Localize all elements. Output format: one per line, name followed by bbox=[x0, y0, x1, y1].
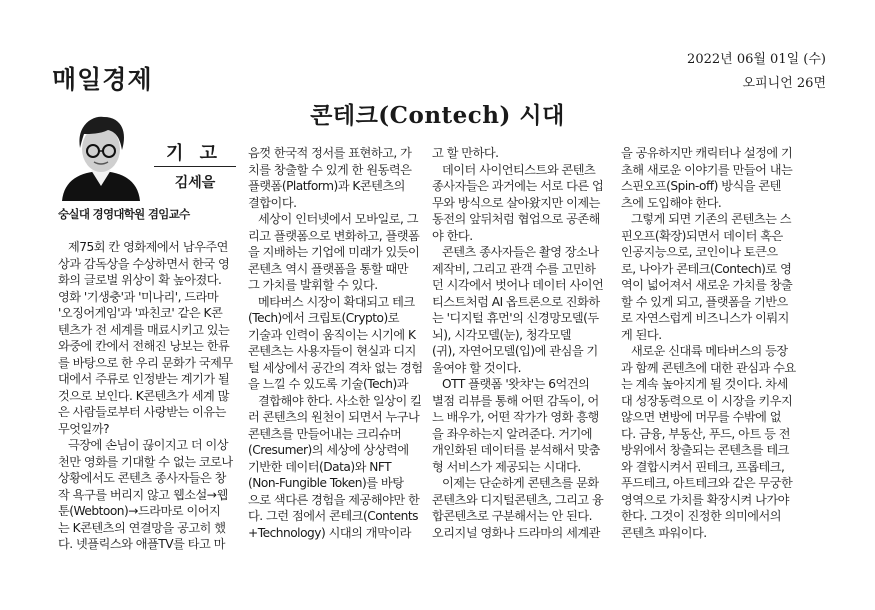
article-line: 화의 글로벌 위상이 확 높아졌다. bbox=[58, 273, 222, 287]
article-line: 티스트처럼 AI 옵트론으로 진화하 bbox=[432, 294, 600, 309]
article-line: 다. 넷플릭스와 애플TV를 타고 마 bbox=[58, 537, 225, 551]
article-line: 을 지배하는 기업에 미래가 있듯이 bbox=[248, 245, 420, 259]
article-line: 콘텐츠는 사용자들이 현실과 디지 bbox=[248, 344, 416, 358]
article-line: (Tech)에서 크립토(Crypto)로 bbox=[248, 311, 400, 325]
article-line: 텐츠가 전 세계를 매료시키고 있는 bbox=[58, 322, 230, 337]
article-line: (Cresumer)의 세상에 상상력에 bbox=[248, 443, 409, 457]
article-line: 와중에 칸에서 전해진 낭보는 한류 bbox=[58, 339, 230, 353]
publication-date: 2022년 06월 01일 (수) bbox=[687, 52, 826, 67]
article-line: 털 세상에서 공간의 격차 없는 경험 bbox=[248, 360, 423, 375]
article-line: 러 콘텐츠의 원천이 되면서 누구나 bbox=[248, 410, 420, 424]
article-line: 영화 '기생충'과 '미나리', 드라마 bbox=[58, 289, 219, 304]
article-line: 는 K콘텐츠의 연결망을 공고히 했 bbox=[58, 520, 226, 535]
article-line: 무엇일까? bbox=[58, 421, 110, 436]
article-line: 는 계속 높아지게 될 것이다. 차세 bbox=[621, 377, 788, 391]
article-line: 상황에서도 콘텐츠 종사자들은 창 bbox=[58, 471, 226, 485]
article-line: 상과 감독상을 수상하면서 한국 영 bbox=[58, 256, 230, 271]
article-line: 플랫폼(Platform)과 K콘텐츠의 bbox=[248, 179, 405, 193]
section-label: 기 고 bbox=[165, 143, 223, 164]
article-line: 극장에 손님이 끊이지고 더 이상 bbox=[68, 438, 229, 452]
article-line: 으로 색다른 경험을 제공해야만 한 bbox=[248, 492, 420, 507]
article-line: 인공지능으로, 코인이나 토큰으 bbox=[621, 245, 778, 259]
article-headline: 콘테크(Contech) 시대 bbox=[310, 102, 565, 129]
article-line: 다. 금융, 부동산, 푸드, 아트 등 전 bbox=[621, 426, 791, 441]
article-line: 그렇게 되면 기존의 콘텐츠는 스 bbox=[631, 212, 792, 226]
article-line: 로 자연스럽게 비즈니스가 이뤄지 bbox=[621, 311, 789, 325]
article-line: 을 공유하지만 캐릭터나 설정에 기 bbox=[621, 146, 793, 160]
article-line: 한다. 그것이 진정한 의미에서의 bbox=[621, 509, 782, 523]
author-affiliation: 숭실대 경영대학원 겸임교수 bbox=[58, 207, 190, 221]
article-line: 고 할 만하다. bbox=[432, 146, 499, 160]
article-line: 방위에서 창출되는 콘텐츠를 테크 bbox=[621, 443, 789, 457]
article-line: '오징어게임'과 '파친코' 같은 K콘 bbox=[58, 306, 223, 320]
article-line: 것으로 보인다. K콘텐츠가 세계 많 bbox=[58, 388, 229, 403]
article-line: 은 사람들로부터 사랑받는 이유는 bbox=[58, 405, 226, 419]
article-line: 대 성장동력으로 이 시장을 키우지 bbox=[621, 393, 793, 408]
article-line: 로, 나아가 콘테크(Contech)로 영 bbox=[621, 261, 792, 276]
article-line: 는 '디지털 휴먼'의 신경망모델(두 bbox=[432, 311, 599, 325]
article-line: 제75회 칸 영화제에서 남우주연 bbox=[68, 240, 228, 254]
page-reference: 오피니언 26면 bbox=[742, 76, 826, 91]
article-line: 새로운 신대륙 메타버스의 등장 bbox=[631, 344, 788, 358]
article-line: 뇌), 시각모델(눈), 청각모델 bbox=[432, 327, 571, 342]
article-line: 그 가치를 발휘할 수 있다. bbox=[248, 278, 378, 292]
article-line: 음껏 한국적 정서를 표현하고, 가 bbox=[248, 146, 412, 160]
article-line: 다. 그런 점에서 콘테크(Contents bbox=[248, 509, 419, 523]
article-line: 푸드테크, 아트테크와 같은 무궁한 bbox=[621, 476, 793, 490]
article-line: 데이터 사이언티스트와 콘텐츠 bbox=[442, 162, 596, 177]
article-line: 야 한다. bbox=[432, 228, 473, 243]
article-line: 를 바탕으로 한 우리 문화가 국제무 bbox=[58, 355, 233, 370]
article-line: 않으면 변방에 머무를 수밖에 없 bbox=[621, 410, 782, 424]
article-line: 던 시각에서 벗어나 데이터 사이언 bbox=[432, 278, 604, 292]
article-line: 결합이다. bbox=[248, 195, 297, 210]
article-line: 메타버스 시장이 확대되고 테크 bbox=[258, 294, 415, 309]
article-line: 리고 플랫폼으로 변화하고, 플랫폼 bbox=[248, 228, 420, 243]
article-line: 느 배우가, 어떤 작가가 영화 흥행 bbox=[432, 410, 599, 424]
article-line: 할 수 있게 되고, 플랫폼을 기반으 bbox=[621, 294, 788, 309]
article-line: +Technology) 시대의 개막이라 bbox=[248, 525, 411, 540]
article-line: 과 함께 콘텐츠에 대한 관심과 수요 bbox=[621, 360, 796, 375]
author-name: 김세을 bbox=[174, 175, 216, 191]
article-line: OTT 플랫폼 '왓챠'는 6억건의 bbox=[442, 377, 590, 391]
article-line: 핀오프(확장)되면서 데이터 혹은 bbox=[621, 228, 783, 243]
article-line: (귀), 자연어모델(입)에 관심을 기 bbox=[432, 344, 598, 358]
article-line: 츠에 도입해야 한다. bbox=[621, 195, 722, 210]
article-line: 종사자들은 과거에는 서로 다른 업 bbox=[432, 179, 604, 193]
article-line: 초해 새로운 이야기를 만들어 내는 bbox=[621, 162, 793, 177]
article-line: (Non-Fungible Token)를 바탕 bbox=[248, 476, 404, 490]
article-line: 형 서비스가 제공되는 시대다. bbox=[432, 459, 581, 474]
article-line: 동전의 앞뒤처럼 협업으로 공존해 bbox=[432, 212, 600, 226]
article-line: 영역으로 가치를 확장시켜 나가야 bbox=[621, 492, 789, 507]
article-line: 콘텐츠 역시 플랫폼을 통할 때만 bbox=[248, 261, 409, 276]
article-line: 개인화된 데이터를 분석해서 맞춤 bbox=[432, 443, 600, 457]
article-line: 천만 영화를 기대할 수 없는 코로나 bbox=[58, 454, 233, 469]
article-line: 오리지널 영화나 드라마의 세계관 bbox=[432, 525, 600, 540]
article-line: 와 결합시켜서 핀테크, 프롭테크, bbox=[621, 459, 785, 474]
article-line: 스핀오프(Spin-off) 방식을 콘텐 bbox=[621, 179, 781, 193]
article-line: 무와 방식으로 살아왔지만 이제는 bbox=[432, 195, 600, 210]
article-line: 울여야 할 것이다. bbox=[432, 360, 522, 375]
article-line: 치를 창출할 수 있게 한 원동력은 bbox=[248, 162, 412, 177]
divider bbox=[154, 166, 236, 167]
article-line: 콘텐츠 종사자들은 촬영 장소나 bbox=[442, 245, 599, 259]
article-line: 합콘텐츠로 구분해서는 안 된다. bbox=[432, 509, 593, 523]
article-line: 을 좌우하는지 알려준다. 거기에 bbox=[432, 426, 593, 441]
article-line: 기반한 데이터(Data)와 NFT bbox=[248, 459, 392, 474]
article-line: 게 된다. bbox=[621, 327, 662, 342]
article-line: 결합해야 한다. 사소한 일상이 킬 bbox=[258, 393, 422, 408]
article-line: 콘텐츠를 만들어내는 크리슈머 bbox=[248, 426, 402, 441]
article-line: 대에서 주류로 인정받는 계기가 될 bbox=[58, 372, 230, 386]
article-line: 기술과 인력이 움직이는 시기에 K bbox=[248, 327, 416, 342]
article-line: 콘텐츠와 디지털콘텐츠, 그리고 융 bbox=[432, 492, 604, 507]
article-line: 제작비, 그리고 관객 수를 고민하 bbox=[432, 261, 596, 276]
article-line: 역이 넓어져서 새로운 가치를 창출 bbox=[621, 278, 793, 292]
author-portrait bbox=[58, 108, 144, 201]
publication-name: 매일경제 bbox=[52, 65, 153, 94]
article-line: 을 느낄 수 있도록 기술(Tech)과 bbox=[248, 377, 409, 391]
article-line: 작 욕구를 버리지 않고 웹소설→웹 bbox=[58, 487, 228, 502]
article-line: 콘텐츠 파워이다. bbox=[621, 525, 707, 540]
article-line: 별점 리뷰를 통해 어떤 감독이, 어 bbox=[432, 393, 599, 408]
article-line: 툰(Webtoon)→드라마로 이어지 bbox=[58, 504, 221, 518]
article-line: 세상이 인터넷에서 모바일로, 그 bbox=[258, 212, 419, 226]
article-line: 이제는 단순하게 콘텐츠를 문화 bbox=[442, 476, 599, 490]
